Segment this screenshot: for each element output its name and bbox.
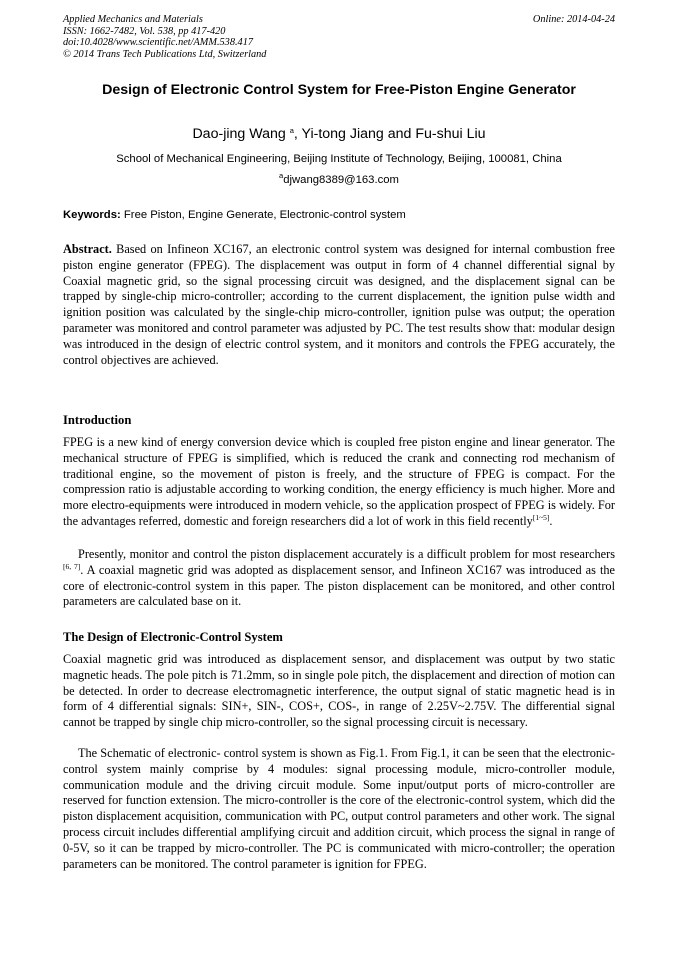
author-superscript: a	[289, 126, 294, 135]
affiliation: School of Mechanical Engineering, Beijing Institute of Technology, Beijing, 100081, China	[116, 153, 562, 165]
abstract-label: Abstract.	[63, 242, 112, 256]
paragraph-text: Presently, monitor and control the piston displacement accurately is a difficult problem for most researchers	[78, 547, 615, 561]
citation: [6, 7]	[63, 561, 81, 571]
abstract	[63, 242, 615, 368]
introduction-paragraph-2	[63, 547, 615, 610]
email-superscript: a	[279, 171, 284, 180]
journal-header	[63, 14, 266, 60]
citation: [1~5]	[532, 512, 550, 522]
paper-title: Design of Electronic Control System for Free-Piston Engine Generator	[102, 82, 576, 98]
paragraph-end: .	[549, 513, 553, 528]
section-heading-introduction: Introduction	[63, 413, 132, 427]
section-heading-design: The Design of Electronic-Control System	[63, 630, 283, 644]
journal-doi: doi:10.4028/www.scientific.net/AMM.538.417	[63, 37, 253, 48]
email-address: djwang8389@163.com	[283, 174, 399, 186]
keywords-label: Keywords:	[63, 209, 121, 221]
paragraph-text-cont: . A coaxial magnetic grid was adopted as displacement sensor, and Infineon XC167 was introduced as the core of electronic-control system in this paper. The piston displacement can be monitored, and other control parameters are calculated base on it.	[63, 562, 615, 609]
author-others: , Yi-tong Jiang and Fu-shui Liu	[293, 126, 486, 142]
introduction-paragraph-1	[63, 435, 615, 530]
journal-name: Applied Mechanics and Materials	[63, 14, 203, 25]
online-date: Online: 2014-04-24	[532, 14, 615, 25]
journal-issn: ISSN: 1662-7482, Vol. 538, pp 417-420	[63, 25, 226, 37]
journal-copyright: © 2014 Trans Tech Publications Ltd, Switzerland	[63, 48, 267, 60]
author-list	[63, 125, 615, 143]
abstract-text: Based on Infineon XC167, an electronic control system was designed for internal combustion free piston engine generator (FPEG). The displacement was output in form of 4 channel differential signal by Coaxial magnetic grid, so the signal processing circuit was designed, and the displacement signal can be trapped by single-chip micro-controller; according to the current displacement, the ignition pulse width and ignition position was calculated by the single-chip micro-controller, ignition pulse was output; the operation parameter was monitored and control parameter was adjusted by PC. The test results show that: modular design was introduced in the design of electric control system, and it monitors and controls the FPEG accurately, the control objectives are achieved.	[63, 242, 615, 367]
author-primary: Dao-jing Wang	[192, 126, 286, 142]
design-paragraph-1: Coaxial magnetic grid was introduced as displacement sensor, and displacement was output by two static magnetic heads. The pole pitch is 71.2mm, so in single pole pitch, the displacement and direction of motion can be detected. In order to decrease electromagnetic interference, the output signal of static magnetic head is in form of 4 differential signals: SIN+, SIN-, COS+, COS-, in range of 2.25V~2.75V. The differential signal cannot be trapped by single chip micro-controller, so the signal processing circuit is necessary.	[63, 652, 615, 730]
keywords	[63, 208, 615, 222]
design-paragraph-2: The Schematic of electronic- control system is shown as Fig.1. From Fig.1, it can be seen that the electronic-control system mainly comprise by 4 modules: signal processing module, micro-controller module, communication module and the driving circuit module. Some input/output ports of micro-controller are reserved for function extension. The micro-controller is the core of the electronic-control system, which did the piston displacement acquisition, communication with PC, output control parameters and other work. The signal process circuit includes differential amplifying circuit and addition circuit, which process the signal in range of 0-5V, so it can be trapped by micro-controller. The PC is communicated with micro-controller; the operation parameters can be monitored. The control parameter is ignition for FPEG.	[63, 746, 615, 871]
paragraph-text: FPEG is a new kind of energy conversion device which is coupled free piston engine and linear generator. The mechanical structure of FPEG is simplified, which is reduced the crank and connecting rod mechanism of traditional engine, so the movement of piston is freely, and the structure of FPEG is compact. For the compression ratio is adjustable according to working condition, the energy efficiency is much higher. More and more electro-equipments were introduced in modern vehicle, so the application prospect of FPEG is widely. For the advantages referred, domestic and foreign researchers did a lot of work in this field recently	[63, 435, 615, 528]
keywords-text: Free Piston, Engine Generate, Electronic-control system	[120, 209, 406, 221]
author-email	[63, 173, 615, 187]
